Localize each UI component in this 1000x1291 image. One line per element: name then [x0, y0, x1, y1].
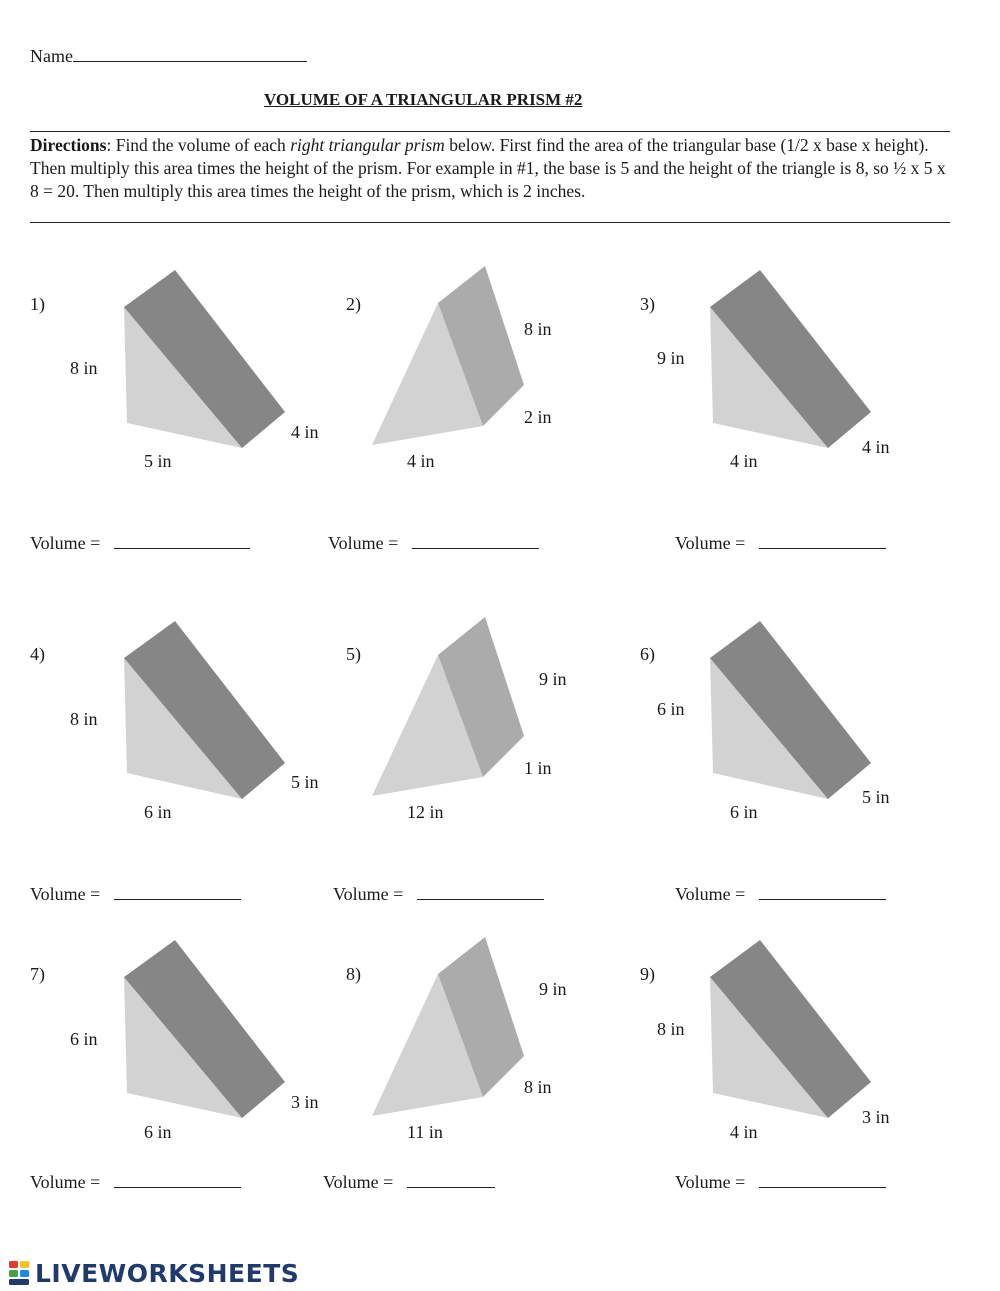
problem-4-triangle-height: 8 in — [70, 709, 98, 729]
volume-7 — [30, 1171, 241, 1193]
problem-3-triangle-height: 9 in — [657, 348, 685, 368]
name-label: Name — [30, 46, 73, 66]
problem-4-base: 6 in — [144, 802, 172, 822]
liveworksheets-logo-icon — [8, 1260, 32, 1286]
problem-1-number: 1) — [30, 294, 45, 314]
problem-3-number: 3) — [640, 294, 655, 314]
problem-5-triangle-height: 9 in — [539, 669, 567, 689]
liveworksheets-logo-text: LIVEWORKSHEETS — [35, 1258, 300, 1288]
problem-7-triangle-height: 6 in — [70, 1029, 98, 1049]
volume-8 — [323, 1171, 495, 1193]
liveworksheets-logo[interactable] — [8, 1257, 299, 1289]
problem-9-length: 3 in — [862, 1107, 890, 1127]
volume-5-label: Volume = — [333, 884, 404, 904]
problem-2-number: 2) — [346, 294, 361, 314]
problem-7-length: 3 in — [291, 1092, 319, 1112]
problem-1-triangle-height: 8 in — [70, 358, 98, 378]
volume-8-label: Volume = — [323, 1172, 394, 1192]
directions-text-1: : Find the volume of each — [106, 135, 291, 155]
problem-4-length: 5 in — [291, 772, 319, 792]
problem-6-number: 6) — [640, 644, 655, 664]
problem-6-base: 6 in — [730, 802, 758, 822]
problem-2-length: 2 in — [524, 407, 552, 427]
problem-1-length: 4 in — [291, 422, 319, 442]
problem-8-triangle-height: 9 in — [539, 979, 567, 999]
volume-6-label: Volume = — [675, 884, 746, 904]
volume-8-answer-blank[interactable] — [407, 1171, 495, 1188]
volume-9 — [675, 1171, 886, 1193]
problem-3-length: 4 in — [862, 437, 890, 457]
volume-2-label: Volume = — [328, 533, 399, 553]
problem-2-base: 4 in — [407, 451, 435, 471]
volume-9-label: Volume = — [675, 1172, 746, 1192]
page-title: VOLUME OF A TRIANGULAR PRISM #2 — [264, 90, 583, 109]
problem-5-length: 1 in — [524, 758, 552, 778]
directions-label: Directions — [30, 135, 107, 155]
problem-1-base: 5 in — [144, 451, 172, 471]
volume-9-answer-blank[interactable] — [759, 1171, 886, 1188]
problem-3-base: 4 in — [730, 451, 758, 471]
problem-8-length: 8 in — [524, 1077, 552, 1097]
volume-7-label: Volume = — [30, 1172, 101, 1192]
problem-8-base: 11 in — [407, 1122, 443, 1142]
problem-9-base: 4 in — [730, 1122, 758, 1142]
volume-4-label: Volume = — [30, 884, 101, 904]
volume-3-label: Volume = — [675, 533, 746, 553]
directions-text-2: below. First find the area of the triangular base (1/2 x base x height). Then multiply this area times the height of the prism. For example in #1, the base is 5 and the height of the triangle is 8, so ½ x 5 x 8 = 20. Then multiply this area times the height of the prism, which is 2 inches. — [30, 135, 946, 201]
problem-9-triangle-height: 8 in — [657, 1019, 685, 1039]
problem-6-triangle-height: 6 in — [657, 699, 685, 719]
directions-italic: right triangular prism — [290, 135, 445, 155]
problem-7-base: 6 in — [144, 1122, 172, 1142]
volume-1-label: Volume = — [30, 533, 101, 553]
problem-5-number: 5) — [346, 644, 361, 664]
problem-2-triangle-height: 8 in — [524, 319, 552, 339]
problem-6-length: 5 in — [862, 787, 890, 807]
problem-9-number: 9) — [640, 964, 655, 984]
problem-8-number: 8) — [346, 964, 361, 984]
problem-4-number: 4) — [30, 644, 45, 664]
problem-5-base: 12 in — [407, 802, 444, 822]
problem-7-number: 7) — [30, 964, 45, 984]
volume-7-answer-blank[interactable] — [114, 1171, 241, 1188]
